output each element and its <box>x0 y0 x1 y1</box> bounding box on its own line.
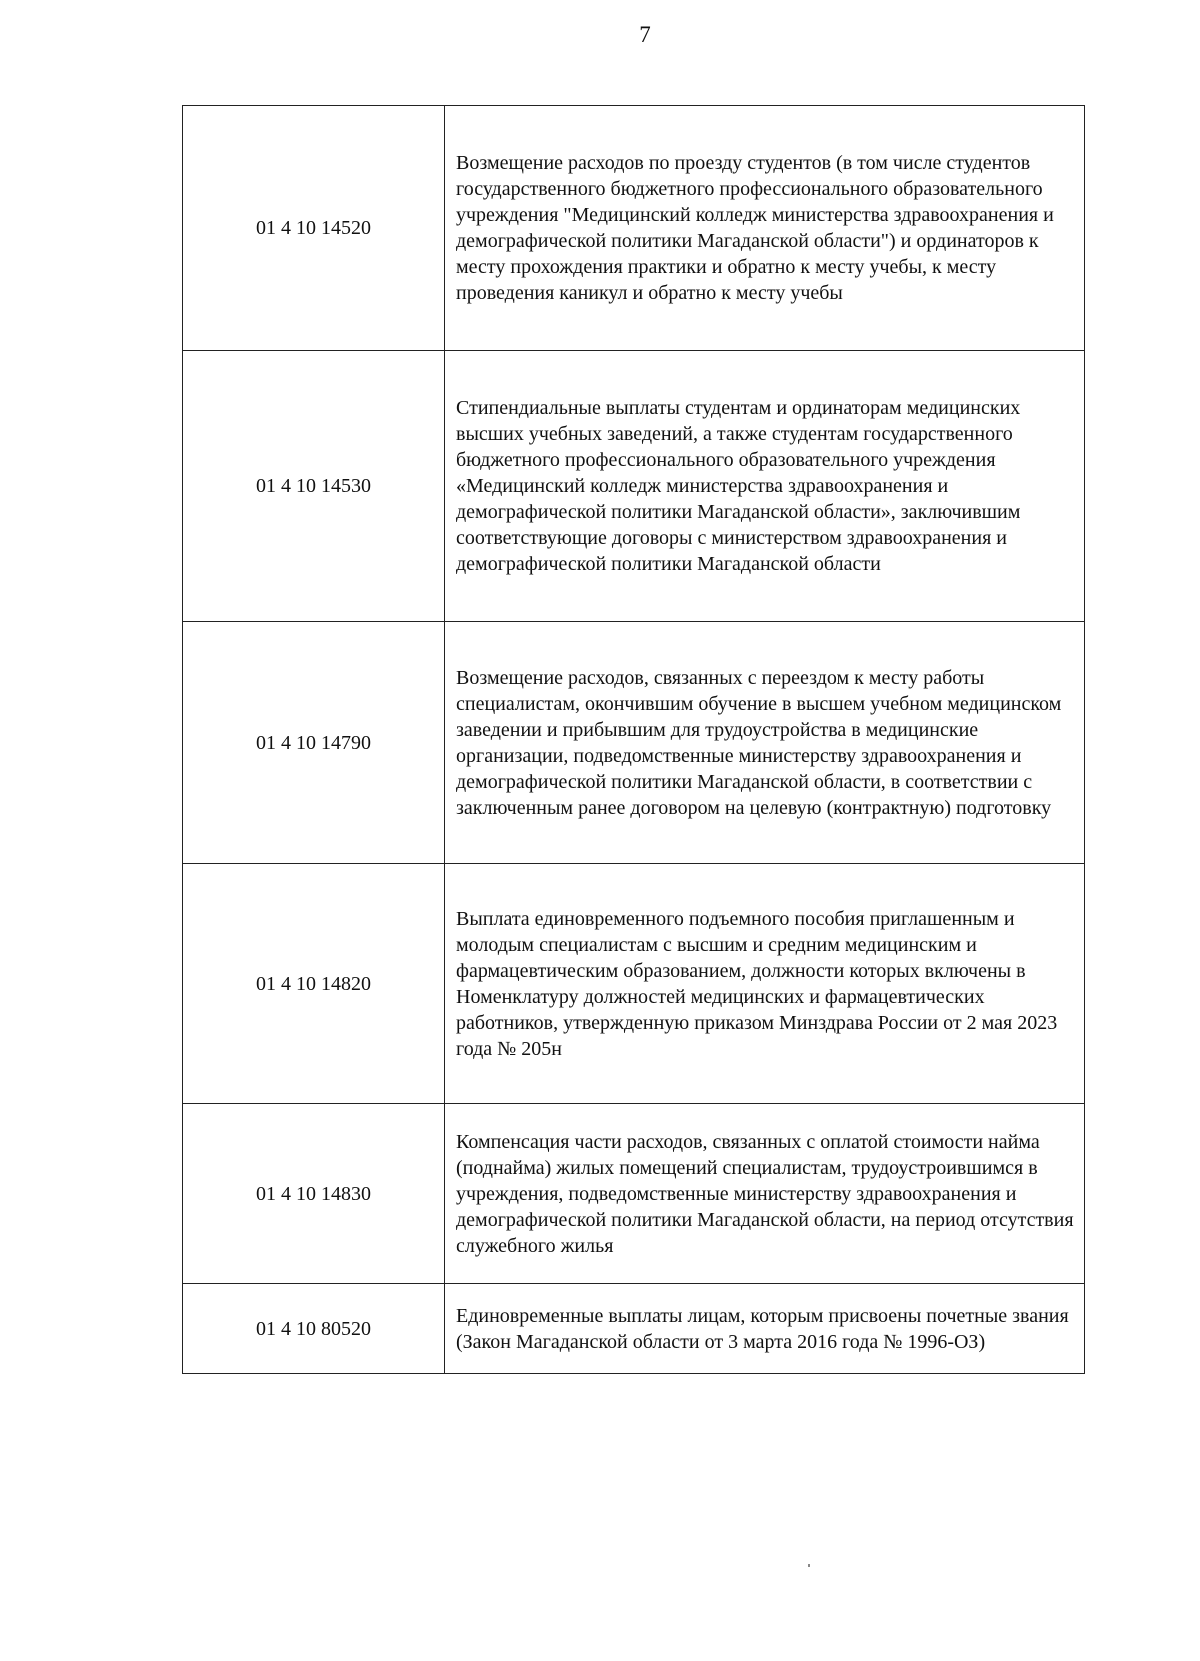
classification-code: 01 4 10 14790 <box>183 622 445 864</box>
table-row <box>183 864 1085 1104</box>
scan-speck <box>808 1564 810 1567</box>
classification-code: 01 4 10 14830 <box>183 1104 445 1284</box>
table-row <box>183 622 1085 864</box>
classification-code: 01 4 10 14820 <box>183 864 445 1104</box>
expense-description: Возмещение расходов, связанных с переездом к месту работы специалистам, окончившим обучение в высшем учебном медицинском заведении и прибывшим для трудоустройства в медицинские организации, подведомственные министерству здравоохранения и демографической политики Магаданской области, в соответствии с заключенным ранее договором на целевую (контрактную) подготовку <box>445 622 1085 864</box>
expense-description: Выплата единовременного подъемного пособия приглашенным и молодым специалистам с высшим и средним медицинским и фармацевтическим образованием, должности которых включены в Номенклатуру должностей медицинских и фармацевтических работников, утвержденную приказом Минздрава России от 2 мая 2023 года № 205н <box>445 864 1085 1104</box>
expense-description: Единовременные выплаты лицам, которым присвоены почетные звания (Закон Магаданской области от 3 марта 2016 года № 1996-ОЗ) <box>445 1284 1085 1374</box>
expense-description: Стипендиальные выплаты студентам и ординаторам медицинских высших учебных заведений, а также студентам государственного бюджетного профессионального образовательного учреждения «Медицинский колледж министерства здравоохранения и демографической политики Магаданской области», заключившим соответствующие договоры с министерством здравоохранения и демографической политики Магаданской области <box>445 351 1085 622</box>
budget-codes-table <box>182 105 1085 1374</box>
table-row <box>183 106 1085 351</box>
classification-code: 01 4 10 14520 <box>183 106 445 351</box>
classification-code: 01 4 10 80520 <box>183 1284 445 1374</box>
table-row <box>183 351 1085 622</box>
expense-description: Возмещение расходов по проезду студентов (в том числе студентов государственного бюджетного профессионального образовательного учреждения "Медицинский колледж министерства здравоохранения и демографической политики Магаданской области") и ординаторов к месту прохождения практики и обратно к месту учебы, к месту проведения каникул и обратно к месту учебы <box>445 106 1085 351</box>
table-row <box>183 1284 1085 1374</box>
table-row <box>183 1104 1085 1284</box>
expense-description: Компенсация части расходов, связанных с оплатой стоимости найма (поднайма) жилых помещений специалистам, трудоустроившимся в учреждения, подведомственные министерству здравоохранения и демографической политики Магаданской области, на период отсутствия служебного жилья <box>445 1104 1085 1284</box>
page-number: 7 <box>639 22 651 47</box>
classification-code: 01 4 10 14530 <box>183 351 445 622</box>
